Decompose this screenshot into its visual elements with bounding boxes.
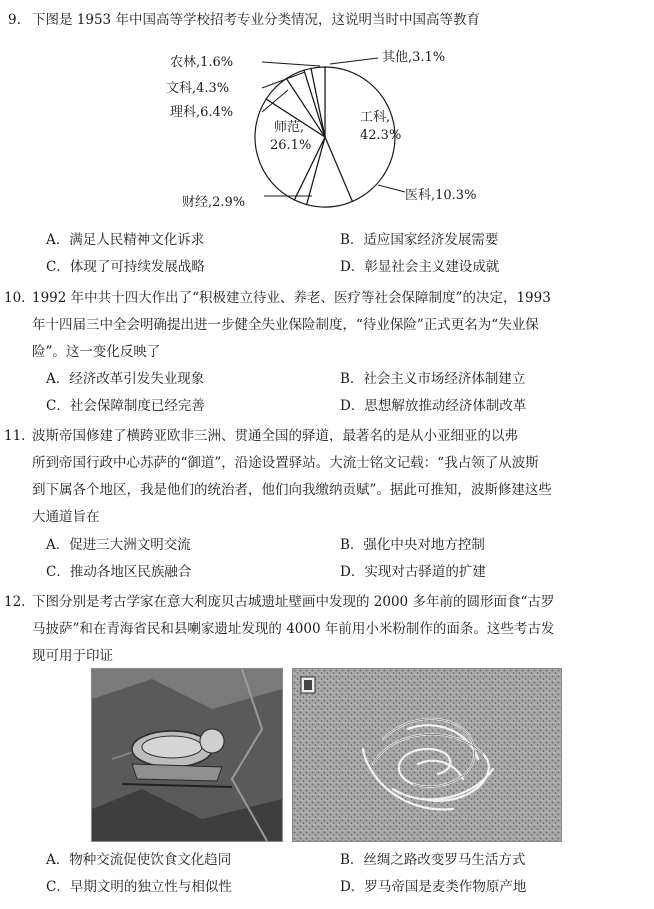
label-gongke: 工科,: [360, 110, 391, 125]
label-shifan: 师范,: [274, 120, 305, 135]
leader-nonglin: [262, 62, 320, 66]
label-yike: 医科,10.3%: [405, 188, 477, 203]
lajia-noodles-photo: [292, 668, 562, 842]
q10-option-c[interactable]: C．社会保障制度已经完善: [46, 398, 205, 414]
q11-option-b[interactable]: B．强化中央对地方控制: [340, 537, 485, 553]
leader-yike: [378, 185, 405, 192]
q11-option-d[interactable]: D．实现对古驿道的扩建: [340, 564, 486, 580]
q9-option-c[interactable]: C．体现了可持续发展战略: [46, 259, 205, 275]
q10-line-1: 1992 年中共十四大作出了“积极建立待业、养老、医疗等社会保障制度”的决定，1993: [32, 290, 551, 306]
q12-option-b[interactable]: B．丝绸之路改变罗马生活方式: [340, 852, 526, 868]
q10-line-2: 年十四届三中全会明确提出进一步健全失业保险制度，“待业保险”正式更名为“失业保: [32, 317, 539, 333]
label-qita: 其他,3.1%: [382, 50, 446, 65]
q9-stem: 下图是 1953 年中国高等学校招考专业分类情况，这说明当时中国高等教育: [32, 12, 480, 28]
q11-option-c[interactable]: C．推动各地区民族融合: [46, 564, 192, 580]
label-caijing: 财经,2.9%: [182, 195, 246, 210]
q12-option-d[interactable]: D．罗马帝国是麦类作物原产地: [340, 879, 527, 895]
pie-chart: [0, 0, 654, 240]
q9-option-b[interactable]: B．适应国家经济发展需要: [340, 232, 499, 248]
q12-option-a[interactable]: A．物种交流促使饮食文化趋同: [46, 852, 232, 868]
pompeii-fresco-photo: [91, 668, 283, 842]
q9-number: 9.: [8, 12, 21, 28]
label-wenke: 文科,4.3%: [166, 81, 230, 96]
value-gongke: 42.3%: [360, 128, 402, 143]
value-shifan: 26.1%: [270, 138, 312, 153]
q12-line-3: 现可用于印证: [32, 648, 113, 664]
label-like: 理科,6.4%: [170, 105, 234, 120]
q11-number: 11.: [4, 428, 26, 444]
q12-option-c[interactable]: C．早期文明的独立性与相似性: [46, 879, 232, 895]
noodles-image: [293, 669, 561, 841]
q11-line-3: 到下属各个地区，我是他们的统治者，他们向我缴纳贡赋”。据此可推知，波斯修建这些: [32, 482, 552, 498]
leader-qita: [330, 58, 378, 64]
q11-line-4: 大通道旨在: [32, 509, 100, 525]
q9-option-a[interactable]: A．满足人民精神文化诉求: [46, 232, 205, 248]
q9-option-d[interactable]: D．彰显社会主义建设成就: [340, 259, 500, 275]
label-nonglin: 农林,1.6%: [170, 55, 234, 70]
q12-number: 12.: [4, 594, 26, 610]
q12-line-2: 马披萨”和在青海省民和县喇家遗址发现的 4000 年前用小米粉制作的面条。这些考古发: [32, 621, 555, 637]
q10-number: 10.: [4, 290, 26, 306]
q10-option-b[interactable]: B．社会主义市场经济体制建立: [340, 371, 526, 387]
q10-option-d[interactable]: D．思想解放推动经济体制改革: [340, 398, 527, 414]
q11-option-a[interactable]: A．促进三大洲文明交流: [46, 537, 191, 553]
q10-line-3: 险”。这一变化反映了: [32, 344, 161, 360]
q12-line-1: 下图分别是考古学家在意大利庞贝古城遗址壁画中发现的 2000 多年前的圆形面食“古罗: [32, 594, 555, 610]
q11-line-1: 波斯帝国修建了横跨亚欧非三洲、贯通全国的驿道，最著名的是从小亚细亚的以弗: [32, 428, 518, 444]
fresco-image: [92, 669, 282, 841]
q11-line-2: 所到帝国行政中心苏萨的“御道”，沿途设置驿站。大流士铭文记载：“我占领了从波斯: [32, 455, 539, 471]
q10-option-a[interactable]: A．经济改革引发失业现象: [46, 371, 205, 387]
